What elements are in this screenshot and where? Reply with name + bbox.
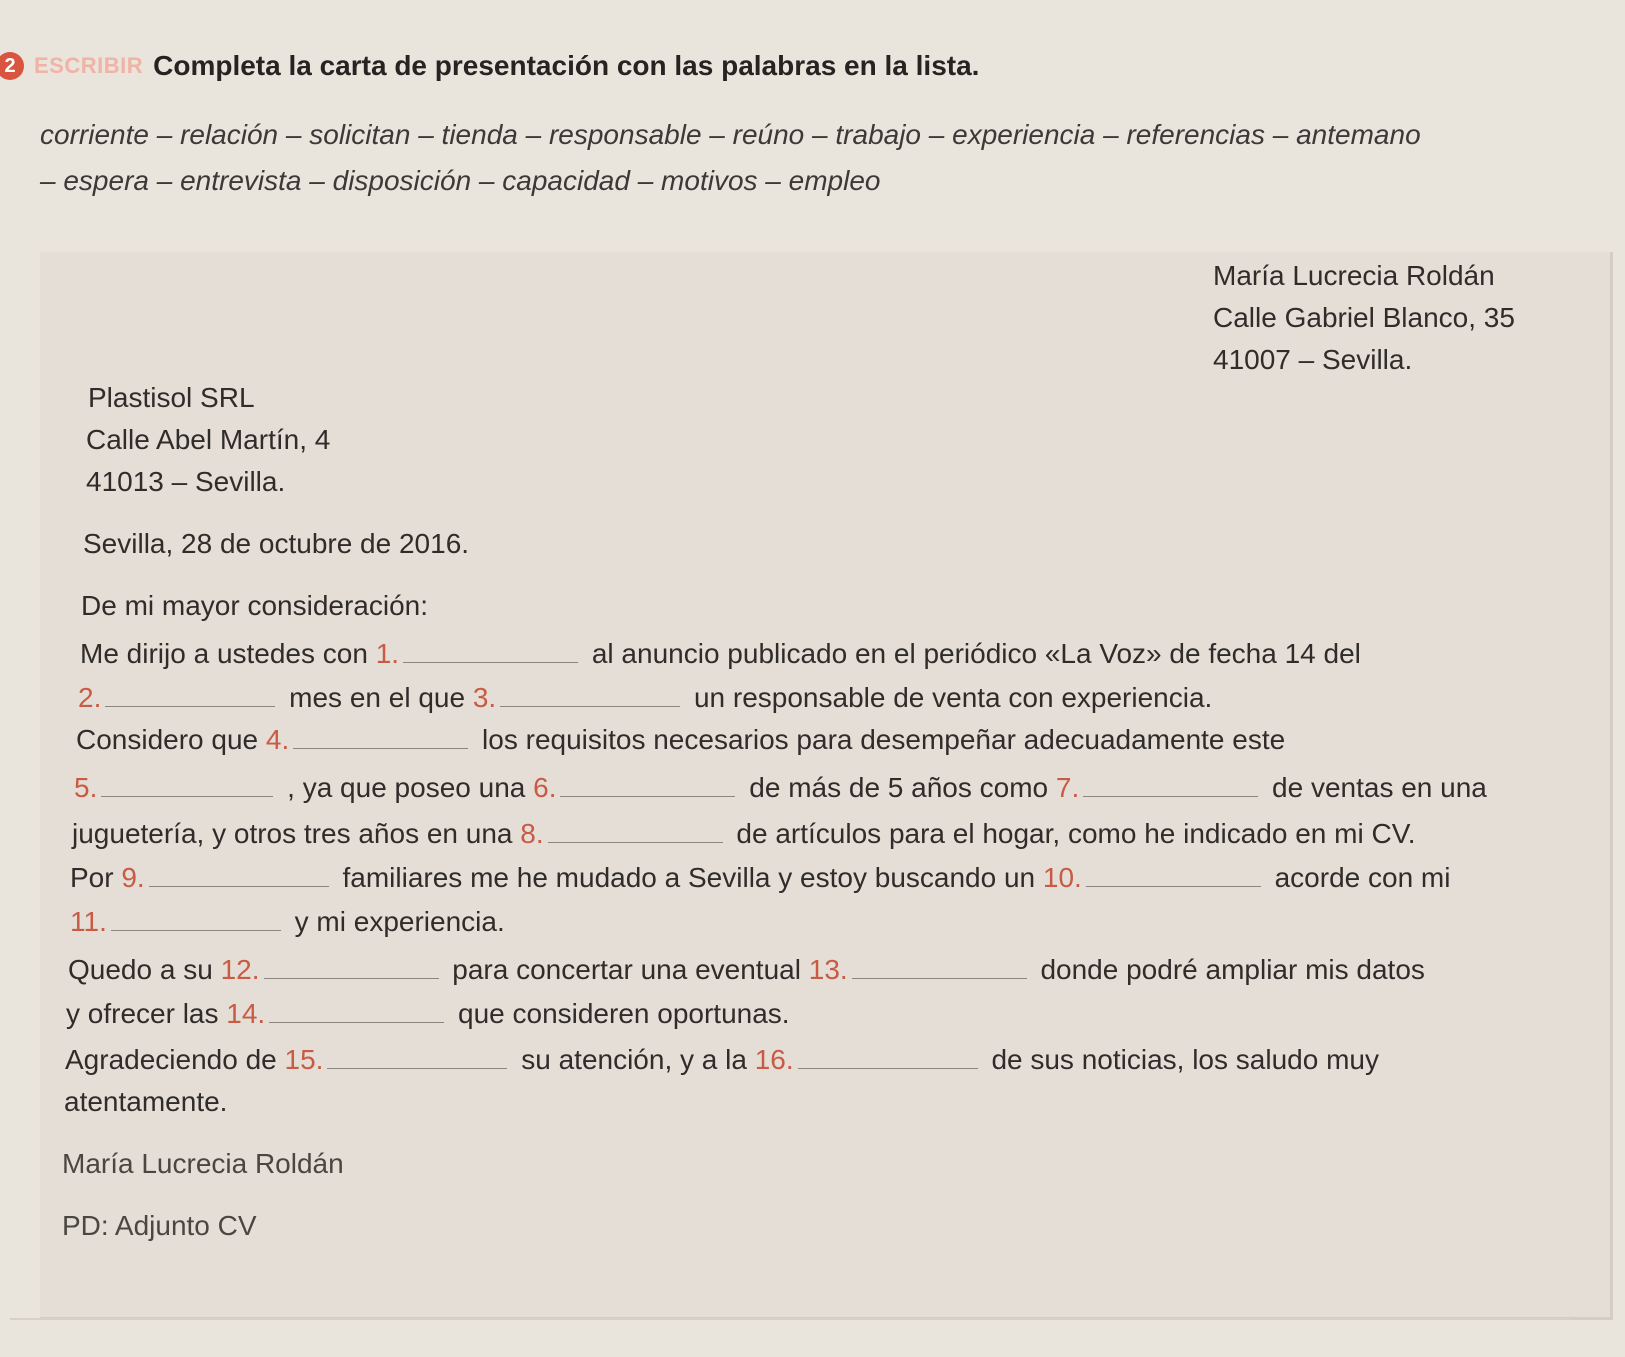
word-bank-line: – espera – entrevista – disposición – capacidad – motivos – empleo bbox=[40, 165, 881, 196]
blank-number: 5. bbox=[74, 772, 98, 803]
blank-number: 1. bbox=[375, 638, 400, 669]
body-line: Me dirijo a ustedes con 1. al anuncio publicado en el periódico «La Voz» de fecha 14 del bbox=[80, 634, 1361, 670]
blank-number: 15. bbox=[284, 1044, 324, 1075]
recipient-street: Calle Abel Martín, 4 bbox=[86, 424, 331, 455]
blank-14[interactable] bbox=[269, 994, 444, 1023]
blank-number: 6. bbox=[533, 772, 557, 803]
blank-number: 2. bbox=[78, 682, 102, 713]
exercise-number: 2 bbox=[0, 52, 24, 80]
body-line: Quedo a su 12. para concertar una eventual 13. donde podré ampliar mis datos bbox=[68, 950, 1425, 986]
blank-number: 16. bbox=[754, 1044, 794, 1075]
blank-number: 12. bbox=[220, 954, 260, 985]
body-line: juguetería, y otros tres años en una 8. de artículos para el hogar, como he indicado en mi CV. bbox=[72, 814, 1416, 850]
sender-street: Calle Gabriel Blanco, 35 bbox=[1213, 302, 1515, 333]
letter-date: Sevilla, 28 de octubre de 2016. bbox=[83, 528, 470, 559]
blank-number: 11. bbox=[70, 906, 107, 937]
letter bbox=[40, 252, 1613, 1320]
skill-tag: ESCRIBIR bbox=[34, 53, 144, 78]
exercise-header bbox=[0, 46, 979, 86]
blank-9[interactable] bbox=[149, 858, 329, 887]
blank-15[interactable] bbox=[327, 1040, 507, 1069]
body-line: Por 9. familiares me he mudado a Sevilla y estoy buscando un 10. acorde con mi bbox=[70, 858, 1450, 894]
blank-number: 4. bbox=[265, 724, 290, 755]
recipient-city: 41013 – Sevilla. bbox=[86, 466, 286, 497]
postscript: PD: Adjunto CV bbox=[62, 1210, 257, 1241]
blank-6[interactable] bbox=[560, 768, 735, 797]
blank-1[interactable] bbox=[403, 634, 578, 663]
body-line: y ofrecer las 14. que consideren oportunas. bbox=[66, 994, 790, 1030]
body-line: atentamente. bbox=[64, 1086, 228, 1117]
blank-12[interactable] bbox=[264, 950, 439, 979]
blank-8[interactable] bbox=[548, 814, 723, 843]
blank-11[interactable] bbox=[111, 902, 281, 931]
instruction: Completa la carta de presentación con las palabras en la lista. bbox=[153, 50, 980, 81]
blank-5[interactable] bbox=[101, 768, 273, 797]
body-line: 11. y mi experiencia. bbox=[70, 902, 505, 938]
body-line: 5. , ya que poseo una 6. de más de 5 años como 7. de ventas en una bbox=[74, 768, 1487, 804]
blank-16[interactable] bbox=[798, 1040, 978, 1069]
sender-city: 41007 – Sevilla. bbox=[1213, 344, 1413, 375]
blank-7[interactable] bbox=[1083, 768, 1258, 797]
blank-4[interactable] bbox=[293, 720, 468, 749]
blank-13[interactable] bbox=[852, 950, 1027, 979]
blank-number: 13. bbox=[808, 954, 848, 985]
word-bank-line: corriente – relación – solicitan – tienda – responsable – reúno – trabajo – experiencia – referencias – antemano bbox=[40, 119, 1421, 150]
recipient-company: Plastisol SRL bbox=[88, 382, 255, 413]
blank-3[interactable] bbox=[500, 678, 680, 707]
divider bbox=[10, 1318, 1570, 1320]
word-bank bbox=[40, 112, 1600, 204]
body-line: Agradeciendo de 15. su atención, y a la 16. de sus noticias, los saludo muy bbox=[65, 1040, 1379, 1076]
blank-number: 9. bbox=[121, 862, 145, 893]
blank-10[interactable] bbox=[1086, 858, 1261, 887]
blank-number: 3. bbox=[472, 682, 497, 713]
body-line: Considero que 4. los requisitos necesarios para desempeñar adecuadamente este bbox=[76, 720, 1285, 756]
blank-number: 14. bbox=[226, 998, 266, 1029]
letter-greeting: De mi mayor consideración: bbox=[81, 590, 429, 621]
blank-number: 10. bbox=[1042, 862, 1082, 893]
body-line: 2. mes en el que 3. un responsable de venta con experiencia. bbox=[78, 678, 1212, 714]
sender-name: María Lucrecia Roldán bbox=[1213, 260, 1495, 291]
blank-number: 8. bbox=[520, 818, 544, 849]
signature: María Lucrecia Roldán bbox=[62, 1148, 344, 1179]
blank-number: 7. bbox=[1055, 772, 1080, 803]
blank-2[interactable] bbox=[105, 678, 275, 707]
